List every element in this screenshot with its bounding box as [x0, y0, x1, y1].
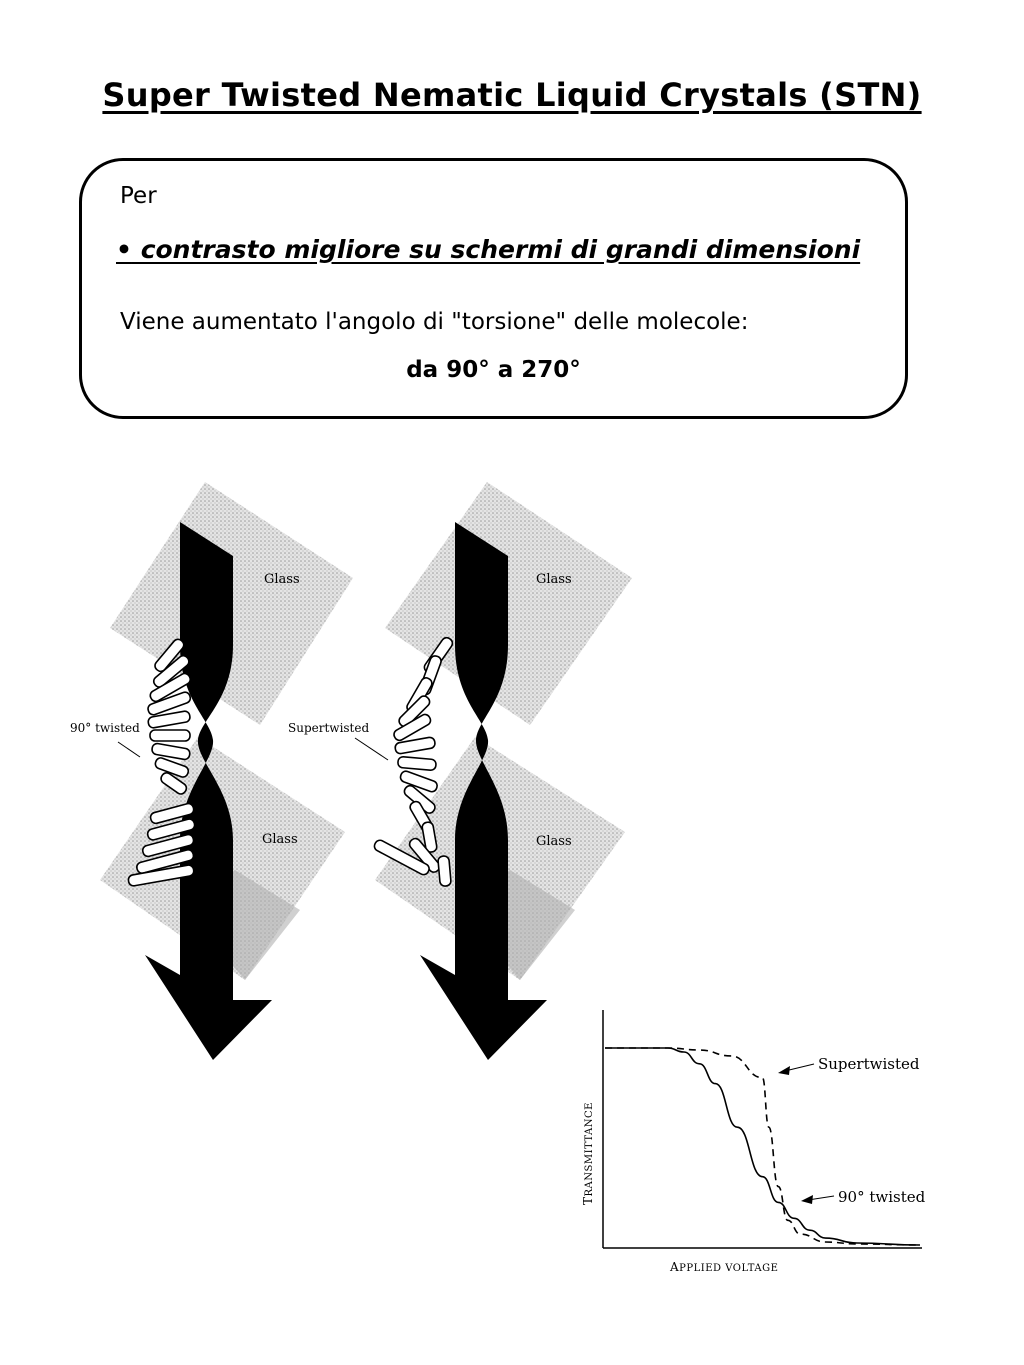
- supertwisted-label: Supertwisted: [288, 721, 370, 735]
- series-90-twisted-line: [605, 1048, 920, 1245]
- arrow-supertwisted-head: [778, 1066, 790, 1075]
- bullet-text: contrasto migliore su schermi di grandi dimensioni: [131, 235, 861, 264]
- diagram-90-twisted: [70, 482, 353, 1060]
- arrow-90-twisted-head: [801, 1195, 813, 1204]
- x-axis-label: APPLIED VOLTAGE: [670, 1260, 779, 1274]
- y-axis-label: TRANSMITTANCE: [581, 1102, 595, 1205]
- diagram-supertwisted: [288, 482, 632, 1060]
- description-line: Viene aumentato l'angolo di "torsione" delle molecole:: [120, 309, 749, 335]
- series-supertwisted-line: [605, 1048, 920, 1245]
- per-label: Per: [120, 183, 157, 209]
- x-axis-label-rest: PPLIED VOLTAGE: [679, 1263, 779, 1274]
- y-axis-label-rest: RANSMITTANCE: [584, 1102, 595, 1197]
- transmittance-chart: [581, 1010, 926, 1274]
- pointer-line-right: [355, 738, 388, 760]
- page-title: Super Twisted Nematic Liquid Crystals (STN): [102, 76, 922, 114]
- angle-range: da 90° a 270°: [406, 357, 581, 383]
- glass-label-bottom-right: Glass: [536, 834, 572, 849]
- legend-supertwisted: Supertwisted: [818, 1055, 920, 1073]
- legend-90-twisted: 90° twisted: [838, 1188, 926, 1206]
- bullet-mark: •: [116, 235, 132, 264]
- glass-label-bottom-left: Glass: [262, 832, 298, 847]
- twisted-label: 90° twisted: [70, 721, 140, 735]
- glass-label-top-left: Glass: [264, 572, 300, 587]
- pointer-line-left: [118, 742, 140, 757]
- glass-label-top-right: Glass: [536, 572, 572, 587]
